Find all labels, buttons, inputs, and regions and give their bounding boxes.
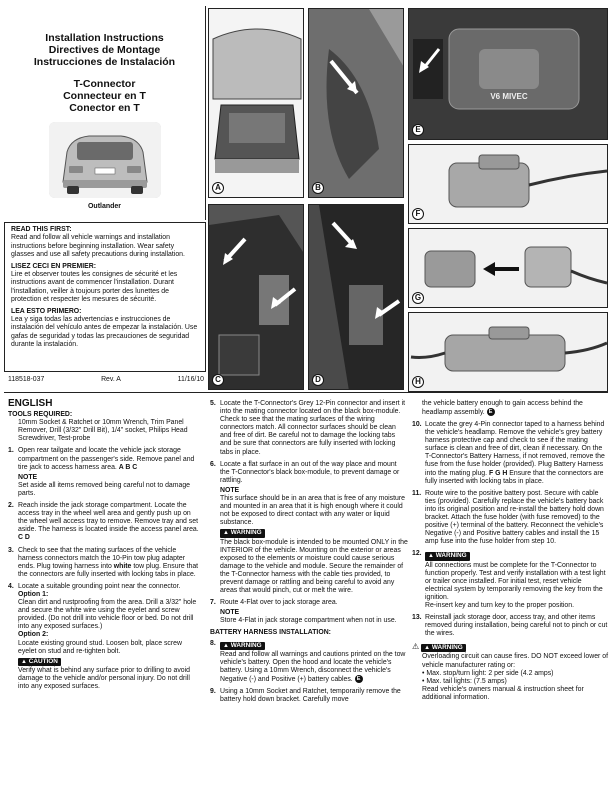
- step-9: [210, 688, 408, 704]
- connector-titles: [4, 78, 205, 114]
- step-11-num: 11.: [412, 489, 422, 497]
- step-1-refs: A B C: [118, 463, 138, 471]
- step-8-num: 8.: [210, 639, 216, 647]
- step-10-text: Locate the grey 4-Pin connector taped to a harness behind the vehicle's headlamp. Remove the vehicle's grey battery harness protective cap and check to see if the mating surface is clean and free of dirt, clean if necessary. On the T-Connector's Battery Harness, if not removed, remove the fuse from the fuse holder (provided). Plug Battery Harness into the mating plug.: [425, 421, 605, 477]
- connector-title-es: Conector en T: [69, 102, 140, 114]
- step-12-tail: Re-insert key and turn key to the proper position.: [425, 601, 574, 609]
- warning-triangle-icon: ▲: [428, 553, 434, 560]
- title-lines: [4, 32, 205, 68]
- fire-icon: ⚠: [412, 642, 420, 652]
- step-13-text: Reinstall jack storage door, access tray, and other items removed during installation, being careful not to pinch or cut the wires.: [425, 614, 608, 638]
- photo-label-b: B: [312, 182, 324, 194]
- step-9-continued: the vehicle battery enough to gain access behind the headlamp assembly.: [422, 400, 583, 416]
- step-5-text: Locate the T-Connector's Grey 12-Pin connector and insert it into the mating connector located on the black box-module. Check to see that the mating surfaces of the wiring connectors match. All connector surfaces should be clean and free of dirt. Be careful not to damage the locking tabs and be sure that connectors are fully inserted with locking tabs in place.: [220, 400, 406, 456]
- photo-label-c: C: [212, 374, 224, 386]
- step-6-text: Locate a flat surface in an out of the way place and mount the T-Connector's black box-module, to prevent damage or rattling.: [220, 460, 400, 484]
- step-10: [412, 421, 608, 486]
- photo-label-a: A: [212, 182, 224, 194]
- vehicle-caption: Outlander: [87, 203, 122, 210]
- step-9-num: 9.: [210, 687, 216, 695]
- option-2-text: Locate existing ground stud. Loosen bolt, place screw eyelet on stud and re-tighten bolt.: [18, 639, 182, 655]
- column-1: [8, 400, 202, 695]
- divider: [4, 392, 608, 393]
- step-10-num: 10.: [412, 421, 422, 429]
- step-1-text: Open rear tailgate and locate the vehicle jack storage compartment on the passenger's side. Remove panel and tire jack to access harness area.: [18, 447, 195, 471]
- part-number: 118518-037: [8, 376, 45, 383]
- step-7-num: 7.: [210, 599, 216, 607]
- read-first-fr-body: Lire et observer toutes les consignes de sécurité et les instructions avant de commencer l'installation. Durant l'installation, veiller à toujours porter des lunettes de protection et respecter les mesures de sécurité.: [11, 271, 178, 304]
- photo-label-d: D: [312, 374, 324, 386]
- connector-title-fr: Connecteur en T: [63, 90, 146, 102]
- photo-e: [408, 8, 608, 140]
- step-5-num: 5.: [210, 400, 216, 407]
- step-11-text: Route wire to the positive battery post. Secure with cable ties (provided). Carefully replace the vehicle's battery back into its original position and re-install the battery hold down bracket. Attach the fuse holder (with fuse removed) to the positive (+) terminal of the battery. Reconnect the vehicle's Negative (-) and Positive battery cables and install the 15 amp fuse into the fuse holder from step 10.: [425, 489, 604, 546]
- step-3-text-b: tow plug. Ensure that the connectors are fully inserted with locking tabs in place.: [18, 562, 199, 578]
- read-first-es-body: Lea y siga todas las advertencias e instrucciones de instalación del vehículo antes de empezar la instalación. Use gafas de seguridad y todas las precauciones de seguridad durante la instalación.: [11, 316, 198, 349]
- warning-badge: [220, 529, 265, 537]
- title-block: [4, 6, 206, 220]
- warning-badge: [425, 552, 470, 560]
- step-7-note: Store 4-Flat in jack storage compartment when not in use.: [220, 617, 397, 625]
- photo-d: [308, 204, 404, 390]
- step-1-num: 1.: [8, 447, 14, 455]
- step-5: [210, 400, 408, 457]
- photo-b: [308, 8, 404, 198]
- option-2-heading: Option 2:: [18, 631, 49, 639]
- photo-c: [208, 204, 304, 390]
- date: 11/16/10: [177, 376, 204, 383]
- final-warning-tail: Read vehicle's owners manual & instruction sheet for additional information.: [422, 685, 584, 701]
- revision: Rev. A: [101, 376, 121, 383]
- step-3: [8, 547, 202, 579]
- tools-heading: TOOLS REQUIRED:: [8, 411, 73, 419]
- warning-label: WARNING: [435, 552, 467, 560]
- step-9-ref: E: [487, 408, 495, 416]
- read-first-es-heading: LEA ESTO PRIMERO:: [11, 307, 82, 315]
- section-heading: ENGLISH: [8, 398, 53, 409]
- warning-triangle-icon: ▲: [424, 645, 431, 652]
- note-heading: NOTE: [220, 486, 240, 494]
- photo-label-g: G: [412, 292, 424, 304]
- step-10-tail: Ensure that the connectors are fully inserted with locking tabs in place.: [425, 469, 604, 485]
- read-first-en-body: Read and follow all vehicle warnings and installation instructions before beginning installation. Wear safety glasses and use all safety precautions during installation.: [11, 234, 185, 259]
- step-3-text-bold: white: [113, 562, 132, 570]
- final-warning-label: WARNING: [431, 644, 463, 652]
- engine-text: V6 MIVEC: [490, 92, 528, 101]
- step-12: [412, 550, 608, 610]
- note-heading: NOTE: [220, 609, 240, 617]
- step-4-text: Locate a suitable grounding point near the connector.: [18, 582, 181, 590]
- connector-title-en: T-Connector: [73, 78, 136, 90]
- step-12-num: 12.: [412, 550, 422, 558]
- warning-label: WARNING: [230, 641, 262, 649]
- step-1: [8, 447, 202, 498]
- vehicle-photo: [49, 122, 161, 198]
- step-13: [412, 614, 608, 638]
- warning-label: WARNING: [230, 529, 262, 537]
- step-3-text-a: Check to see that the mating surfaces of the vehicle harness connectors match the 10-Pin tow plug adapter ends. Plug towing harness into: [18, 546, 186, 570]
- step-2-text: Reach inside the jack storage compartment. Locate the access tray in the wheel well area and gently push up on the wheel well access tray to remove. Remove tray and set aside. The harness is located inside the access panel area.: [18, 502, 199, 534]
- photo-label-e: E: [412, 124, 424, 136]
- step-3-num: 3.: [8, 546, 14, 554]
- step-6-num: 6.: [210, 460, 216, 468]
- step-6: [210, 461, 408, 596]
- step-7-text: Route 4-Flat over to jack storage area.: [220, 599, 338, 607]
- caution-badge: [18, 658, 61, 666]
- warning-triangle-icon: ▲: [223, 530, 229, 537]
- caution-text: Verify what is behind any surface prior to drilling to avoid damage to the vehicle and/or personal injury. Do not drill into any exposed surfaces.: [18, 666, 190, 690]
- bullet-tail-lights: • Max. tail lights: (7.5 amps): [422, 677, 507, 685]
- step-7: [210, 599, 408, 625]
- photo-g: [408, 228, 608, 308]
- step-2: [8, 502, 202, 542]
- title-en: Installation Instructions: [45, 32, 164, 44]
- step-1-note: Set aside all items removed being careful not to damage parts.: [18, 481, 190, 497]
- option-1-heading: Option 1:: [18, 590, 49, 598]
- photo-label-f: F: [412, 208, 424, 220]
- read-first-en-heading: READ THIS FIRST:: [11, 226, 72, 233]
- photo-label-h: H: [412, 376, 424, 388]
- step-11: [412, 490, 608, 547]
- caution-label: CAUTION: [28, 657, 58, 665]
- step-2-refs: C D: [18, 534, 30, 542]
- photo-h: [408, 312, 608, 392]
- title-es: Instrucciones de Instalación: [33, 56, 176, 68]
- column-2: [210, 400, 408, 708]
- option-1-text: Clean dirt and rustproofing from the area. Drill a 3/32" hole and secure the white wire using the eyelet and screw provided. (Do not drill into vehicle floor or bed. Do not drill into any exposed surfaces.): [18, 599, 197, 631]
- bullet-stop-turn: • Max. stop/turn light: 2 per side (4.2 amps): [422, 669, 554, 677]
- note-heading: NOTE: [18, 473, 38, 481]
- step-12-text: All connections must be complete for the T-Connector to function properly. Test and verify installation with a test light or trailer once installed. For initial test, reset vehicle electrical system by temporarily removing the key from the ignition.: [425, 561, 606, 601]
- column-3: [412, 400, 608, 702]
- step-4: [8, 583, 202, 691]
- warning-badge: [220, 642, 265, 650]
- step-6-note: This surface should be in an area that is free of any moisture and mounted in an area that it is high enough where it could not be exposed to direct contact with any water or liquid substance.: [220, 495, 405, 527]
- step-8: [210, 640, 408, 684]
- step-4-num: 4.: [8, 582, 14, 590]
- final-warning-text: Overloading circuit can cause fires. DO NOT exceed lower of vehicle manufacturer rating or:: [422, 653, 608, 669]
- step-13-num: 13.: [412, 614, 422, 622]
- doc-footer: [8, 376, 204, 383]
- step-8-text: Read and follow all warnings and cautions printed on the tow vehicle's battery. Open the hood and locate the vehicle's battery. Using a 10mm Wrench, disconnect the vehicle's Negative (-) and Positive (+) battery cables.: [220, 650, 406, 683]
- photo-a: [208, 8, 304, 198]
- read-first-fr-heading: LISEZ CECI EN PREMIER:: [11, 262, 96, 270]
- title-fr: Directives de Montage: [48, 44, 161, 56]
- step-2-num: 2.: [8, 502, 14, 510]
- step-8-ref: E: [355, 675, 363, 683]
- tools-body: 10mm Socket & Ratchet or 10mm Wrench, Trim Panel Remover, Drill (3/32" Drill Bit), 1/4" socket, Philips Head Screwdriver, Test-probe: [18, 419, 188, 443]
- battery-heading: BATTERY HARNESS INSTALLATION:: [210, 629, 331, 637]
- photo-f: [408, 144, 608, 224]
- warning-triangle-icon: ▲: [223, 642, 229, 649]
- step-6-warning: The black box-module is intended to be mounted ONLY in the INTERIOR of the vehicle. Mounting on the exterior or areas exposed to the elements or moisture could cause serious damage to the vehicle and module. Secure the remainder of the T-Connector harness with the cable ties provided, to prevent damage or rattling and being careful to avoid any areas that would pinch, cut or melt the wire.: [220, 538, 408, 595]
- final-warning-badge: [421, 644, 466, 652]
- read-first-box: [4, 222, 206, 372]
- warning-triangle-icon: ▲: [21, 658, 27, 665]
- step-9-text: Using a 10mm Socket and Ratchet, temporarily remove the battery hold down bracket. Carefully move: [220, 687, 401, 703]
- step-10-refs: F G H: [488, 469, 508, 477]
